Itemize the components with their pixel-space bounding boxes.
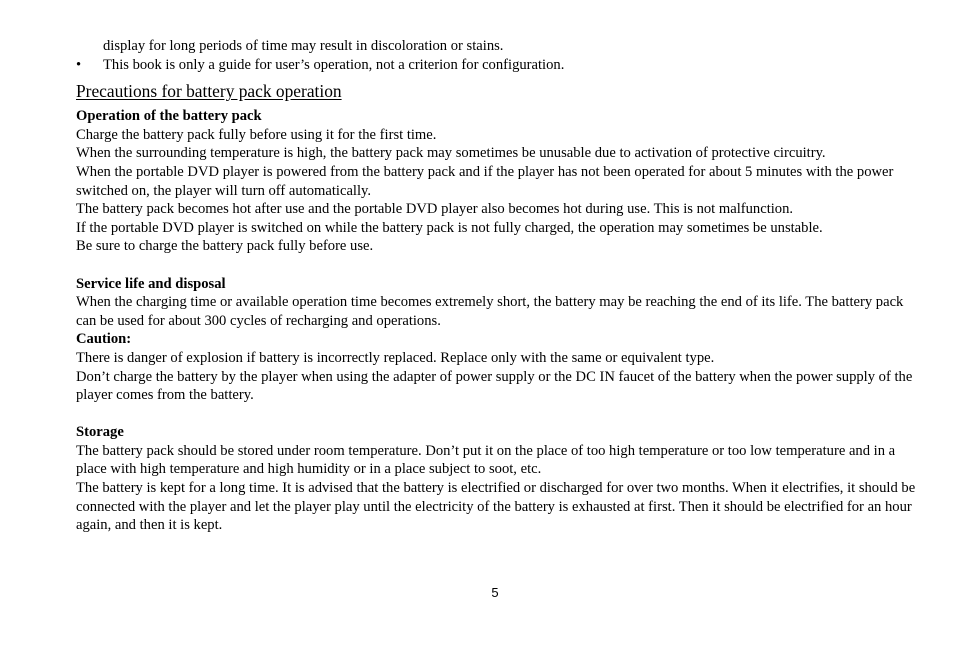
caution-heading: Caution: bbox=[76, 331, 132, 348]
paragraph-spacer bbox=[76, 256, 926, 275]
operation-heading: Operation of the battery pack bbox=[76, 108, 262, 125]
storage-paragraph: The battery pack should be stored under room temperature. Don’t put it on the place of too high temperature or too low temperature and in a place with high temperature and high humidity or in a place subject to soot, etc. bbox=[76, 442, 896, 478]
document-page bbox=[76, 37, 926, 535]
page-number: 5 bbox=[491, 585, 499, 600]
operation-paragraph: The battery pack becomes hot after use and the portable DVD player also becomes hot during use. This is not malfunction. bbox=[76, 201, 794, 218]
operation-paragraph: If the portable DVD player is switched on while the battery pack is not fully charged, the operation may sometimes be unstable. bbox=[76, 219, 823, 236]
service-heading: Service life and disposal bbox=[76, 275, 226, 292]
intro-continuation-text: display for long periods of time may result in discoloration or stains. bbox=[103, 38, 504, 54]
operation-paragraph: Charge the battery pack fully before using it for the first time. bbox=[76, 126, 437, 143]
section-title: Precautions for battery pack operation bbox=[76, 81, 342, 102]
service-paragraph: When the charging time or available operation time becomes extremely short, the battery may be reaching the end of its life. The battery pack can be used for about 300 cycles of recharging and operations. bbox=[76, 294, 904, 329]
storage-paragraph: The battery is kept for a long time. It is advised that the battery is electrified or discharged for over two months. When it electrifies, it should be connected with the player and let the player play until the electricity of the battery is exhausted at first. Then it should be electrified for an hour again, and then it is kept. bbox=[76, 480, 916, 534]
operation-paragraph: When the surrounding temperature is high, the battery pack may sometimes be unusable due to activation of protective circuitry. bbox=[76, 145, 826, 162]
paragraph-spacer bbox=[76, 405, 926, 424]
caution-paragraph: Don’t charge the battery by the player when using the adapter of power supply or the DC IN faucet of the battery when the power supply of the player comes from the battery. bbox=[76, 368, 913, 404]
bullet-item-text: This book is only a guide for user’s operation, not a criterion for configuration. bbox=[103, 56, 565, 73]
operation-paragraph: When the portable DVD player is powered from the battery pack and if the player has not been operated for about 5 minutes with the power switched on, the player will turn off automatically. bbox=[76, 163, 894, 199]
bullet-list-item bbox=[76, 56, 926, 75]
operation-paragraph: Be sure to charge the battery pack fully before use. bbox=[76, 238, 374, 255]
storage-heading: Storage bbox=[76, 424, 124, 441]
bullet-dot-icon: • bbox=[76, 56, 82, 73]
caution-paragraph: There is danger of explosion if battery is incorrectly replaced. Replace only with the same or equivalent type. bbox=[76, 349, 715, 366]
